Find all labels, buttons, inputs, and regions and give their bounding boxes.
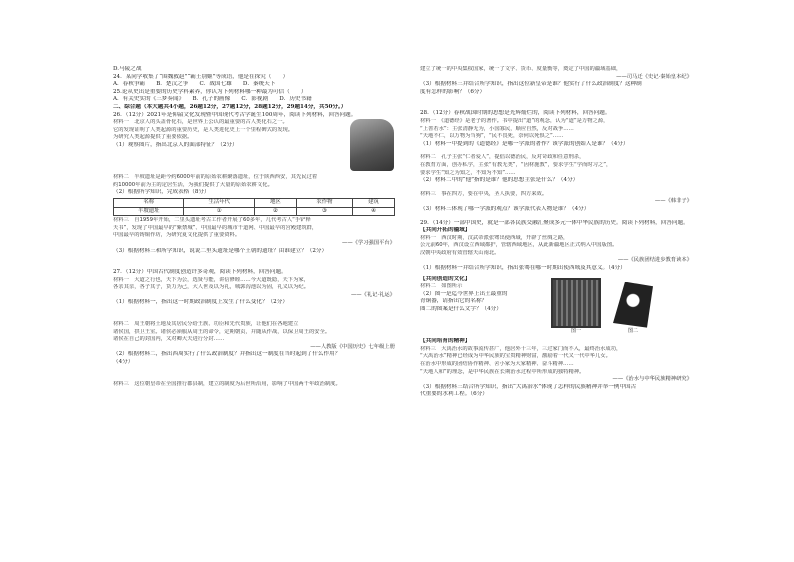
q26-material-1 — [113, 119, 395, 171]
material-line: 为研究人类起源提供了重要依据。 — [113, 134, 193, 141]
q23-option-d: D.马陵之战 — [113, 66, 142, 72]
material-line: 建立了统一的中央集权国家，统一了文字、货币、度量衡等，奠定了中国的疆域基础， — [420, 66, 622, 72]
q25-stem: 25.论从史出是重要的历史学科素养，你认为下列材料哪一种最为可信（ ） — [113, 88, 307, 95]
material-line: 材料二 孔子主张“仁者爱人”，提倡以德治民，反对苛政和任意刑杀， — [420, 154, 585, 161]
table-row — [114, 207, 395, 216]
bronze-ding-image — [551, 278, 601, 328]
material-line: 诸侯在自己的封国内，又对卿大夫进行分封…… — [113, 336, 225, 343]
material-line: 汉朝中央政府有效管辖天山南北。 — [420, 249, 500, 256]
material-source: ——《礼记·礼运》 — [350, 291, 395, 298]
subsection-territory: 【共同开拓的疆域】 — [420, 227, 471, 234]
material-line: “天地人和”的理念，是中华民族在长期治水过程中所形成的独特精神。 — [420, 368, 585, 375]
q26-stem: 26．（12分）2021年是仰韶文化发现暨中国现代考古学诞生100周年，阅读下列材料，回答问题。 — [113, 111, 357, 118]
table-header-cell: 地区 — [254, 198, 296, 207]
material-line: 材料二 如图所示 — [420, 283, 463, 290]
table-header-cell: 建筑 — [353, 198, 395, 207]
material-line: 在治水中形成的团结协作精神、舍小家为大家精神、奋斗精神…… — [420, 361, 574, 368]
q26-part-2: （2）根据所学知识，完成表格（8分） — [113, 189, 210, 196]
q29-part-3: （3）根据材料三结合所学知识，指出“大禹治水”体现了怎样的民族精神并举一例中国古 — [420, 383, 637, 390]
right-column — [420, 66, 692, 399]
q29-part-2: （2）图一是迄今世界上出土最重的 — [420, 290, 508, 297]
q25-options: A．有关史实的《三梦奏闻》 B．孔子的画像 C．影视剧 D．历史书籍 — [113, 96, 312, 103]
material-line: 天书”，发现了中国最早的“紫禁城”、中国最早的城市干道网、中国最早的宫殿建筑群， — [113, 224, 318, 231]
material-line: 公元前60年，西汉设立西域都护，管辖西域地区，从此新疆地区正式纳入中国版图。 — [420, 242, 618, 249]
q26-part-3: （3）根据材料三和所学知识，说说二里头遗址是哪个王朝的遗址？由谁建立？（2分） — [113, 247, 328, 254]
q26-part-1: （1）观察图片，指出北京人的面部特征？（2分） — [113, 141, 238, 148]
q28-part-3: （3）材料三体现了哪一学派的观点？该学派代表人物是谁？（4分） — [420, 205, 590, 212]
material-line: 要求学生“知之为知之，不知为不知”…… — [420, 169, 516, 176]
section-two-heading: 二、综合题（本大题共4小题，26题12分，27题12分，28题12分，29题14分，共50分。） — [113, 103, 347, 110]
material-line: 中国最早的铸铜作坊，为研究夏文化提供了重要资料。 — [113, 232, 241, 239]
figure-caption: 图二 — [627, 327, 638, 334]
q27-part-3: （3）根据材料三并结合所学知识，指出这位新皇帝是谁？他实行了什么政治制度？这种制 — [420, 81, 642, 88]
q28-part-2: （2）材料二中的“他”指的是谁？他的思想主张是什么？（4分） — [420, 177, 579, 184]
q24-options: A．春秋争霸 B．楚汉之争 C．战国七雄 D．秦统天下 — [113, 81, 276, 88]
q29-part-3: 代重要的水利工程。（6分） — [420, 391, 488, 398]
table-header-row — [114, 198, 395, 207]
material-line: 材料二 周王朝将土地及其居民分给王族、功臣和先代贵族，让他们在各地建立 — [113, 321, 299, 328]
q29-part-1: （1）根据材料一并结合所学知识，指出张骞在哪一时期出使西域及其意义。（4分） — [420, 265, 626, 272]
material-line: 材料三 事在四方，要在中央，圣人执要，四方来效。 — [420, 190, 548, 197]
material-line: 材料三 自1959年开始，二里头遗址考古工作者开展了60多年，几代考古人“手铲释 — [113, 217, 311, 224]
material-line: 材料一 《道德经》是老子的著作。书中提出“道”的观念，认为“道”是万物之源， — [420, 117, 609, 124]
banpo-table — [113, 198, 395, 216]
table-cell: ④ — [353, 207, 395, 216]
q27-part-3-score: 度有怎样的影响？（6分） — [420, 88, 486, 95]
left-column — [113, 66, 395, 388]
table-cell: ② — [254, 207, 296, 216]
material-source: ——《治水与中华民族精神研究》 — [612, 376, 692, 383]
subsection-spirit: 【共同培育的精神】 — [420, 338, 471, 345]
material-line: 在教育方面，创办私学，主张“有教无类”，“因材施教”，要求学生“学而时习之”， — [420, 161, 612, 168]
material-line: 材料二 半坡遗址是距今约6000年前的原始农耕聚落遗址，位于陕西西安，其先民过着 — [113, 174, 318, 181]
table-cell: 半坡遗址 — [114, 207, 184, 216]
figure-caption: 图一 — [570, 327, 581, 334]
peking-man-bust-image — [350, 119, 394, 171]
material-line: 材料一 大道之行也，天下为公，选贤与能，讲信修睦……今大道既隐，天下为家， — [113, 276, 309, 283]
material-source: ——《民族团结进步教育读本》 — [617, 257, 692, 264]
material-source: ——《学习强国平台》 — [342, 239, 395, 246]
q27-part-1: （1）根据材料一，指出这一时期政治制度上发生了什么变化？（2分） — [113, 299, 288, 306]
material-line: 约10000年前为主的定居生活，为我们提供了大量的原始农耕文化。 — [113, 181, 273, 188]
q29-culture-block — [420, 276, 692, 336]
material-source: ——《韩非子》 — [654, 198, 692, 205]
q29-stem: 29．（14分）一部中国史，就是一部各民族交融汇聚成多元一体中华民族的历史。阅读下列材料，回答问题。 — [420, 219, 689, 226]
table-header-cell: 名称 — [114, 198, 184, 207]
q28-part-1: （1）材料一中提到的《道德经》是哪一学派的著作？该学派的创始人是谁？（4分） — [420, 140, 629, 147]
material-line: 各亲其亲，各子其子，货力为己，大人世及以为礼，城郭沟池以为固，礼义以为纪。 — [113, 284, 309, 291]
q27-stem: 27．（12分）中国古代制度创造许多奇观，阅读下列材料，回答问题。 — [113, 269, 287, 276]
table-header-cell: 农作物 — [296, 198, 352, 207]
material-line: 材料一 西汉时期，汉武帝派张骞出使西域，开辟了丝绸之路， — [420, 234, 569, 241]
q29-part-2: 图二的图案是什么文字？（4分） — [420, 306, 502, 313]
material-line: “天地不仁，以万物为刍狗”，“民不畏死，奈何以死惧之”…… — [420, 133, 564, 140]
q24-stem: 24．某同学收集了“围魏救赵”“霸王别姬”等成语，他是在探究（ ） — [113, 73, 289, 80]
material-line: 它的发现证明了人类起源的重要历史，是人类进化史上一个里程碑式的发现。 — [113, 126, 294, 133]
q28-stem: 28．（12分）春秋战国时期的思想是光辉灿烂的，阅读下列材料，回答问题。 — [420, 110, 611, 117]
q27-part-2: （2）根据材料二，指出西周实行了什么政治制度？并指出这一制度在当时起到了什么作用？ — [113, 351, 341, 358]
table-header-cell: 生活年代 — [184, 198, 254, 207]
material-source: ——司马迁《史记·秦始皇本纪》 — [616, 73, 692, 80]
q29-part-2: 青铜器，请指出它的名称？ — [420, 298, 488, 305]
subsection-culture: 【共同创造的文化】 — [420, 275, 471, 282]
figures — [551, 278, 653, 336]
material-line: 诸侯国，拱卫王室。诸侯必须服从周王的命令，定期朝贡，并随从作战，以保卫周王的安全。 — [113, 328, 331, 335]
material-line: “上善若水”：主张清静无为，小国寡民，顺应自然，反对战争…… — [420, 125, 574, 132]
table-cell: ① — [184, 207, 254, 216]
table-cell: ③ — [296, 207, 352, 216]
material-line: 材料三 这位朝皇帝在全国推行郡县制，建立的制度为后世所沿用，影响了中国两千年政治制度。 — [113, 380, 341, 387]
q27-part-2-score: （4分） — [113, 359, 134, 366]
material-source: ——人教版《中国历史》七年级上册 — [310, 343, 395, 350]
material-line: 材料一 北京人的头盖骨化石，是世界上公认的最重要的古人类化石之一。 — [113, 119, 288, 126]
material-line: “大禹治水”精神已经成为中华民族的宝贵精神财富，激励着一代又一代中华儿女。 — [420, 353, 611, 360]
oracle-bone-image — [613, 282, 653, 328]
material-line: 材料三 大禹治水的故事流传甚广，他居外十三年，三过家门而不入，最终治水成功， — [420, 345, 622, 352]
